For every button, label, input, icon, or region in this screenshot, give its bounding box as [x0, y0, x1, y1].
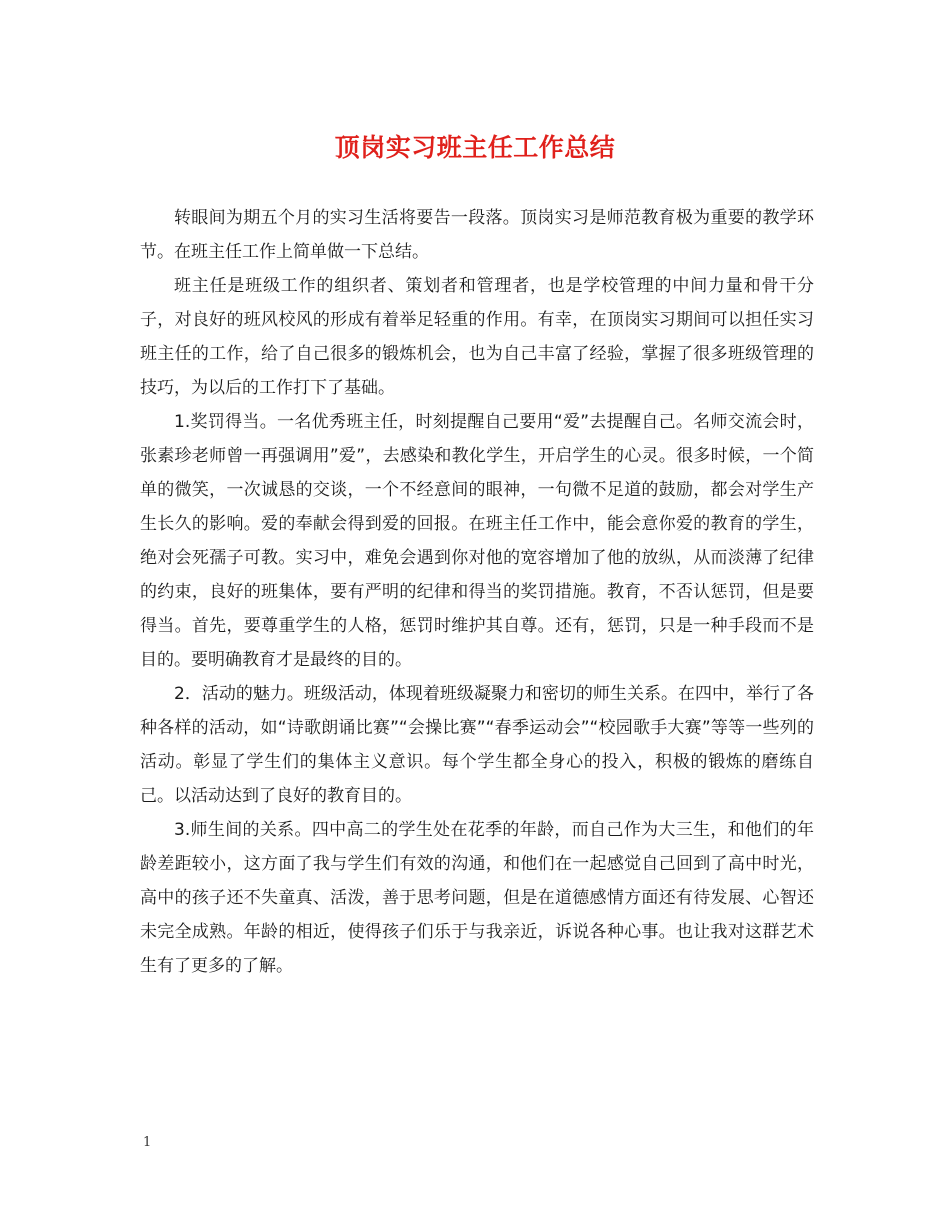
paragraph-role: 班主任是班级工作的组织者、策划者和管理者，也是学校管理的中间力量和骨干分子，对良好的班风校风的形成有着举足轻重的作用。有幸，在顶岗实习期间可以担任实习班主任的工作，给了自己很多的锻炼机会，也为自己丰富了经验，掌握了很多班级管理的技巧，为以后的工作打下了基础。 [140, 276, 814, 398]
paragraph-teacher-student: 3.师生间的关系。四中高二的学生处在花季的年龄，而自己作为大三生，和他们的年龄差距较小，这方面了我与学生们有效的沟通，和他们在一起感觉自己回到了高中时光，高中的孩子还不失童真、活泼，善于思考问题，但是在道德感情方面还有待发展、心智还未完全成熟。年龄的相近，使得孩子们乐于与我亲近，诉说各种心事。也让我对这群艺术生有了更多的了解。 [140, 820, 814, 976]
document-title: 顶岗实习班主任工作总结 [334, 133, 616, 162]
page-number: 1 [143, 1135, 152, 1150]
paragraph-reward-punishment: 1.奖罚得当。一名优秀班主任，时刻提醒自己要用“爱”去提醒自己。名师交流会时，张素珍老师曾一再强调用”爱”，去感染和教化学生，开启学生的心灵。很多时候，一个简单的微笑，一次诚恳的交谈，一个不经意间的眼神，一句微不足道的鼓励，都会对学生产生长久的影响。爱的奉献会得到爱的回报。在班主任工作中，能会意你爱的教育的学生，绝对会死孺子可教。实习中，难免会遇到你对他的宽容增加了他的放纵，从而淡薄了纪律的约束，良好的班集体，要有严明的纪律和得当的奖罚措施。教育，不否认惩罚，但是要得当。首先，要尊重学生的人格，惩罚时维护其自尊。还有，惩罚，只是一种手段而不是目的。要明确教育才是最终的目的。 [140, 412, 814, 670]
document-body [140, 201, 814, 983]
paragraph-intro: 转眼间为期五个月的实习生活将要告一段落。顶岗实习是师范教育极为重要的教学环节。在班主任工作上简单做一下总结。 [140, 208, 814, 262]
paragraph-activities: 2．活动的魅力。班级活动，体现着班级凝聚力和密切的师生关系。在四中，举行了各种各样的活动，如“诗歌朗诵比赛”“会操比赛”“春季运动会”“校园歌手大赛”等等一些列的活动。彰显了学生们的集体主义意识。每个学生都全身心的投入，积极的锻炼的磨练自己。以活动达到了良好的教育目的。 [140, 684, 814, 806]
